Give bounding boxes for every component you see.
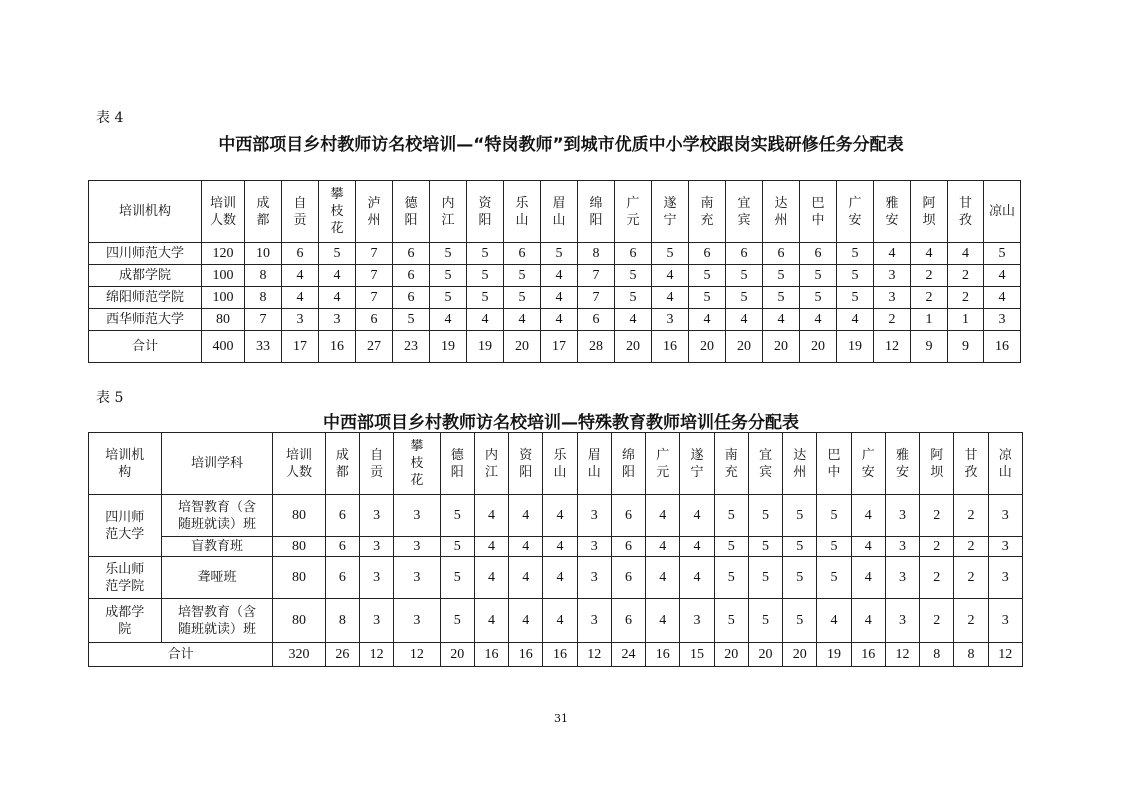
- table-cell: 4: [680, 495, 714, 537]
- total-cell: 19: [837, 331, 874, 363]
- table-cell: 3: [988, 599, 1022, 643]
- table-cell: 1: [911, 309, 948, 331]
- table-cell: 5: [467, 243, 504, 265]
- table-cell: 3: [577, 557, 611, 599]
- table-cell: 3: [984, 309, 1021, 331]
- table-cell: 5: [800, 265, 837, 287]
- table-cell: 3: [360, 495, 394, 537]
- table-cell: 2: [954, 557, 988, 599]
- table-cell: 2: [920, 495, 954, 537]
- table-cell: 5: [393, 309, 430, 331]
- total-cell: 16: [543, 643, 577, 667]
- column-header: 资 阳: [509, 433, 543, 495]
- table-cell: 6: [763, 243, 800, 265]
- table-cell: 5: [763, 287, 800, 309]
- table-cell: 6: [356, 309, 393, 331]
- table-cell: 80: [273, 537, 325, 557]
- table-cell: 5: [714, 599, 748, 643]
- table-cell: 100: [202, 287, 245, 309]
- table-cell: 6: [325, 537, 359, 557]
- table-cell: 7: [578, 287, 615, 309]
- page-number: 31: [554, 712, 568, 725]
- table-cell: 6: [504, 243, 541, 265]
- table-cell: 7: [578, 265, 615, 287]
- table-cell: 3: [394, 537, 440, 557]
- table-cell: 5: [319, 243, 356, 265]
- total-cell: 20: [726, 331, 763, 363]
- column-header: 宜 宾: [726, 181, 763, 243]
- table-cell: 4: [509, 495, 543, 537]
- table-cell: 3: [874, 287, 911, 309]
- total-cell: 20: [714, 643, 748, 667]
- total-cell: 12: [988, 643, 1022, 667]
- table-cell: 4: [851, 599, 885, 643]
- total-cell: 17: [282, 331, 319, 363]
- table-cell: 5: [748, 599, 782, 643]
- table-cell: 4: [474, 495, 508, 537]
- table-cell: 2: [954, 537, 988, 557]
- column-header: 遂 宁: [652, 181, 689, 243]
- total-cell: 8: [920, 643, 954, 667]
- table-cell: 3: [360, 557, 394, 599]
- table-cell: 4: [543, 599, 577, 643]
- total-cell: 26: [325, 643, 359, 667]
- table-cell: 8: [245, 287, 282, 309]
- table-cell: 2: [911, 265, 948, 287]
- table-cell: 4: [319, 287, 356, 309]
- column-header: 成 都: [245, 181, 282, 243]
- column-header: 内 江: [474, 433, 508, 495]
- total-cell: 12: [577, 643, 611, 667]
- table-cell: 6: [325, 557, 359, 599]
- table5: [88, 432, 1023, 667]
- table-cell: 5: [467, 287, 504, 309]
- table-cell: 6: [393, 265, 430, 287]
- column-header: 雅 安: [874, 181, 911, 243]
- table-cell: 6: [800, 243, 837, 265]
- table-cell: 4: [646, 557, 680, 599]
- total-cell: 24: [611, 643, 645, 667]
- total-cell: 15: [680, 643, 714, 667]
- table-cell: 3: [360, 537, 394, 557]
- table-cell: 5: [763, 265, 800, 287]
- column-header: 广 安: [851, 433, 885, 495]
- subject-name: 聋哑班: [161, 557, 273, 599]
- table5-title: 中西部项目乡村教师访名校培训—特殊教育教师培训任务分配表: [323, 413, 799, 433]
- table-cell: 5: [748, 495, 782, 537]
- table-cell: 5: [689, 265, 726, 287]
- table-cell: 8: [325, 599, 359, 643]
- table-cell: 5: [541, 243, 578, 265]
- institution-name: 绵阳师范学院: [89, 287, 202, 309]
- table-cell: 2: [948, 265, 984, 287]
- total-cell: 17: [541, 331, 578, 363]
- table-cell: 3: [394, 557, 440, 599]
- total-cell: 16: [319, 331, 356, 363]
- table-cell: 5: [817, 495, 851, 537]
- table-cell: 5: [837, 287, 874, 309]
- table-row: [89, 557, 1023, 599]
- table-cell: 2: [920, 537, 954, 557]
- table-cell: 3: [885, 537, 919, 557]
- total-cell: 20: [504, 331, 541, 363]
- table-cell: 2: [954, 495, 988, 537]
- table-cell: 5: [783, 599, 817, 643]
- table-row: [89, 495, 1023, 537]
- table-cell: 5: [748, 557, 782, 599]
- column-header: 凉 山: [988, 433, 1022, 495]
- table-cell: 100: [202, 265, 245, 287]
- table-cell: 6: [578, 309, 615, 331]
- table-cell: 3: [988, 557, 1022, 599]
- table-cell: 4: [817, 599, 851, 643]
- table-cell: 4: [430, 309, 467, 331]
- table-cell: 4: [509, 537, 543, 557]
- table-cell: 7: [245, 309, 282, 331]
- table-row: [89, 243, 1021, 265]
- total-cell: 12: [394, 643, 440, 667]
- table-cell: 80: [202, 309, 245, 331]
- total-cell: 16: [984, 331, 1021, 363]
- total-cell: 20: [800, 331, 837, 363]
- column-header: 自 贡: [282, 181, 319, 243]
- table-cell: 80: [273, 557, 325, 599]
- table-cell: 4: [282, 265, 319, 287]
- table-cell: 4: [984, 265, 1021, 287]
- table-cell: 4: [837, 309, 874, 331]
- table-cell: 2: [874, 309, 911, 331]
- table-cell: 4: [467, 309, 504, 331]
- table-cell: 4: [474, 599, 508, 643]
- total-label: 合计: [89, 331, 202, 363]
- table-cell: 4: [689, 309, 726, 331]
- column-header: 培训学科: [161, 433, 273, 495]
- total-cell: 16: [474, 643, 508, 667]
- institution-name: 成都学院: [89, 265, 202, 287]
- total-cell: 20: [763, 331, 800, 363]
- total-row: [89, 331, 1021, 363]
- table-cell: 6: [611, 495, 645, 537]
- table-cell: 3: [652, 309, 689, 331]
- table-row: [89, 537, 1023, 557]
- table-row: [89, 599, 1023, 643]
- total-cell: 16: [646, 643, 680, 667]
- table-cell: 5: [783, 537, 817, 557]
- total-cell: 19: [467, 331, 504, 363]
- column-header: 培训 人数: [202, 181, 245, 243]
- table-cell: 5: [800, 287, 837, 309]
- table-cell: 3: [885, 495, 919, 537]
- table-cell: 8: [245, 265, 282, 287]
- table-cell: 6: [726, 243, 763, 265]
- total-cell: 20: [689, 331, 726, 363]
- table-cell: 3: [282, 309, 319, 331]
- column-header: 自 贡: [360, 433, 394, 495]
- table-cell: 5: [817, 537, 851, 557]
- table-cell: 4: [509, 557, 543, 599]
- table-cell: 5: [837, 243, 874, 265]
- table-cell: 4: [319, 265, 356, 287]
- column-header: 眉 山: [541, 181, 578, 243]
- table-cell: 5: [440, 557, 474, 599]
- table-cell: 6: [611, 537, 645, 557]
- column-header: 阿 坝: [920, 433, 954, 495]
- table-cell: 4: [509, 599, 543, 643]
- table-row: [89, 287, 1021, 309]
- table-cell: 2: [954, 599, 988, 643]
- column-header: 达 州: [783, 433, 817, 495]
- table-cell: 3: [680, 599, 714, 643]
- column-header: 广 元: [615, 181, 652, 243]
- column-header: 宜 宾: [748, 433, 782, 495]
- table-cell: 4: [541, 287, 578, 309]
- table-cell: 8: [578, 243, 615, 265]
- table-cell: 4: [541, 265, 578, 287]
- total-cell: 8: [954, 643, 988, 667]
- table-cell: 80: [273, 495, 325, 537]
- table-cell: 5: [615, 287, 652, 309]
- table-cell: 5: [652, 243, 689, 265]
- table4-title: 中西部项目乡村教师访名校培训—“特岗教师”到城市优质中小学校跟岗实践研修任务分配表: [218, 135, 904, 155]
- total-row: [89, 643, 1023, 667]
- column-header: 眉 山: [577, 433, 611, 495]
- total-cell: 27: [356, 331, 393, 363]
- table-cell: 4: [851, 557, 885, 599]
- total-cell: 16: [652, 331, 689, 363]
- table-cell: 3: [394, 495, 440, 537]
- table-cell: 80: [273, 599, 325, 643]
- table-cell: 5: [440, 495, 474, 537]
- column-header: 达 州: [763, 181, 800, 243]
- table-cell: 5: [714, 537, 748, 557]
- table-cell: 6: [615, 243, 652, 265]
- table-cell: 3: [885, 599, 919, 643]
- table-cell: 5: [440, 599, 474, 643]
- column-header: 巴 中: [817, 433, 851, 495]
- table-cell: 4: [800, 309, 837, 331]
- column-header: 南 充: [689, 181, 726, 243]
- table-cell: 6: [393, 287, 430, 309]
- table-cell: 1: [948, 309, 984, 331]
- column-header: 乐 山: [543, 433, 577, 495]
- column-header: 泸 州: [356, 181, 393, 243]
- total-label: 合计: [89, 643, 273, 667]
- table-cell: 4: [851, 537, 885, 557]
- table-cell: 7: [356, 287, 393, 309]
- table-cell: 3: [988, 537, 1022, 557]
- column-header: 乐 山: [504, 181, 541, 243]
- table-cell: 5: [726, 287, 763, 309]
- table-cell: 4: [543, 557, 577, 599]
- table-cell: 6: [689, 243, 726, 265]
- table-cell: 6: [611, 599, 645, 643]
- total-cell: 20: [783, 643, 817, 667]
- table-cell: 4: [646, 537, 680, 557]
- table-cell: 6: [282, 243, 319, 265]
- table-cell: 5: [430, 287, 467, 309]
- table-cell: 4: [646, 495, 680, 537]
- table4-label: 表 4: [96, 110, 124, 126]
- column-header: 甘 孜: [954, 433, 988, 495]
- table-cell: 5: [714, 495, 748, 537]
- table-cell: 5: [467, 265, 504, 287]
- total-cell: 19: [430, 331, 467, 363]
- table-cell: 2: [911, 287, 948, 309]
- column-header: 广 元: [646, 433, 680, 495]
- column-header: 培训机 构: [89, 433, 162, 495]
- table-cell: 7: [356, 243, 393, 265]
- table-cell: 6: [325, 495, 359, 537]
- total-cell: 12: [360, 643, 394, 667]
- total-cell: 16: [509, 643, 543, 667]
- table-cell: 2: [948, 287, 984, 309]
- table-row: [89, 309, 1021, 331]
- table-cell: 5: [440, 537, 474, 557]
- table-cell: 10: [245, 243, 282, 265]
- total-cell: 19: [817, 643, 851, 667]
- column-header: 攀 枝 花: [394, 433, 440, 495]
- column-header: 雅 安: [885, 433, 919, 495]
- table-cell: 4: [851, 495, 885, 537]
- institution-name: 四川师范大学: [89, 243, 202, 265]
- table-cell: 5: [714, 557, 748, 599]
- table-cell: 6: [393, 243, 430, 265]
- column-header: 甘 孜: [948, 181, 984, 243]
- table5-label: 表 5: [96, 390, 124, 406]
- total-cell: 16: [851, 643, 885, 667]
- table-cell: 5: [615, 265, 652, 287]
- column-header: 广 安: [837, 181, 874, 243]
- table4: [88, 180, 1021, 363]
- total-cell: 23: [393, 331, 430, 363]
- table-cell: 3: [885, 557, 919, 599]
- table-cell: 5: [817, 557, 851, 599]
- table-cell: 4: [543, 537, 577, 557]
- column-header: 绵 阳: [578, 181, 615, 243]
- institution-name: 成都学 院: [89, 599, 162, 643]
- table-cell: 5: [430, 243, 467, 265]
- table-cell: 3: [394, 599, 440, 643]
- table-cell: 5: [430, 265, 467, 287]
- table-cell: 4: [763, 309, 800, 331]
- column-header: 资 阳: [467, 181, 504, 243]
- table-cell: 2: [920, 557, 954, 599]
- table-cell: 4: [652, 265, 689, 287]
- column-header: 攀 枝 花: [319, 181, 356, 243]
- column-header: 遂 宁: [680, 433, 714, 495]
- total-cell: 9: [911, 331, 948, 363]
- institution-name: 西华师范大学: [89, 309, 202, 331]
- table-cell: 4: [948, 243, 984, 265]
- table-cell: 120: [202, 243, 245, 265]
- table-cell: 4: [652, 287, 689, 309]
- column-header: 南 充: [714, 433, 748, 495]
- table-cell: 3: [577, 537, 611, 557]
- table-cell: 5: [984, 243, 1021, 265]
- table-cell: 4: [680, 537, 714, 557]
- column-header: 凉山: [984, 181, 1021, 243]
- total-cell: 20: [615, 331, 652, 363]
- institution-name: 乐山师 范学院: [89, 557, 162, 599]
- table-cell: 4: [911, 243, 948, 265]
- column-header: 内 江: [430, 181, 467, 243]
- total-cell: 12: [885, 643, 919, 667]
- table-cell: 3: [319, 309, 356, 331]
- table-cell: 4: [646, 599, 680, 643]
- table-cell: 4: [615, 309, 652, 331]
- column-header: 成 都: [325, 433, 359, 495]
- table-cell: 5: [783, 557, 817, 599]
- table-cell: 4: [474, 537, 508, 557]
- table-cell: 3: [577, 495, 611, 537]
- total-cell: 33: [245, 331, 282, 363]
- column-header: 绵 阳: [611, 433, 645, 495]
- table-cell: 5: [837, 265, 874, 287]
- total-cell: 400: [202, 331, 245, 363]
- table-cell: 5: [726, 265, 763, 287]
- table-cell: 3: [360, 599, 394, 643]
- table-cell: 5: [783, 495, 817, 537]
- column-header: 德 阳: [393, 181, 430, 243]
- table-cell: 4: [543, 495, 577, 537]
- subject-name: 盲教育班: [161, 537, 273, 557]
- total-cell: 20: [748, 643, 782, 667]
- column-header: 阿 坝: [911, 181, 948, 243]
- table-cell: 5: [504, 265, 541, 287]
- table-cell: 4: [282, 287, 319, 309]
- table-cell: 4: [984, 287, 1021, 309]
- table-cell: 7: [356, 265, 393, 287]
- table-cell: 4: [474, 557, 508, 599]
- table-cell: 3: [577, 599, 611, 643]
- table-cell: 4: [874, 243, 911, 265]
- total-cell: 320: [273, 643, 325, 667]
- total-cell: 28: [578, 331, 615, 363]
- table-cell: 5: [689, 287, 726, 309]
- total-cell: 12: [874, 331, 911, 363]
- column-header: 巴 中: [800, 181, 837, 243]
- table-cell: 4: [504, 309, 541, 331]
- table-cell: 6: [611, 557, 645, 599]
- column-header: 培训 人数: [273, 433, 325, 495]
- table-cell: 5: [748, 537, 782, 557]
- total-cell: 20: [440, 643, 474, 667]
- subject-name: 培智教育（含 随班就读）班: [161, 599, 273, 643]
- table-cell: 3: [874, 265, 911, 287]
- subject-name: 培智教育（含 随班就读）班: [161, 495, 273, 537]
- column-header: 德 阳: [440, 433, 474, 495]
- institution-name: 四川师 范大学: [89, 495, 162, 557]
- table-cell: 4: [726, 309, 763, 331]
- total-cell: 9: [948, 331, 984, 363]
- table-cell: 2: [920, 599, 954, 643]
- table-cell: 4: [680, 557, 714, 599]
- table-cell: 4: [541, 309, 578, 331]
- table-cell: 5: [504, 287, 541, 309]
- table-cell: 3: [988, 495, 1022, 537]
- column-header: 培训机构: [89, 181, 202, 243]
- table-row: [89, 265, 1021, 287]
